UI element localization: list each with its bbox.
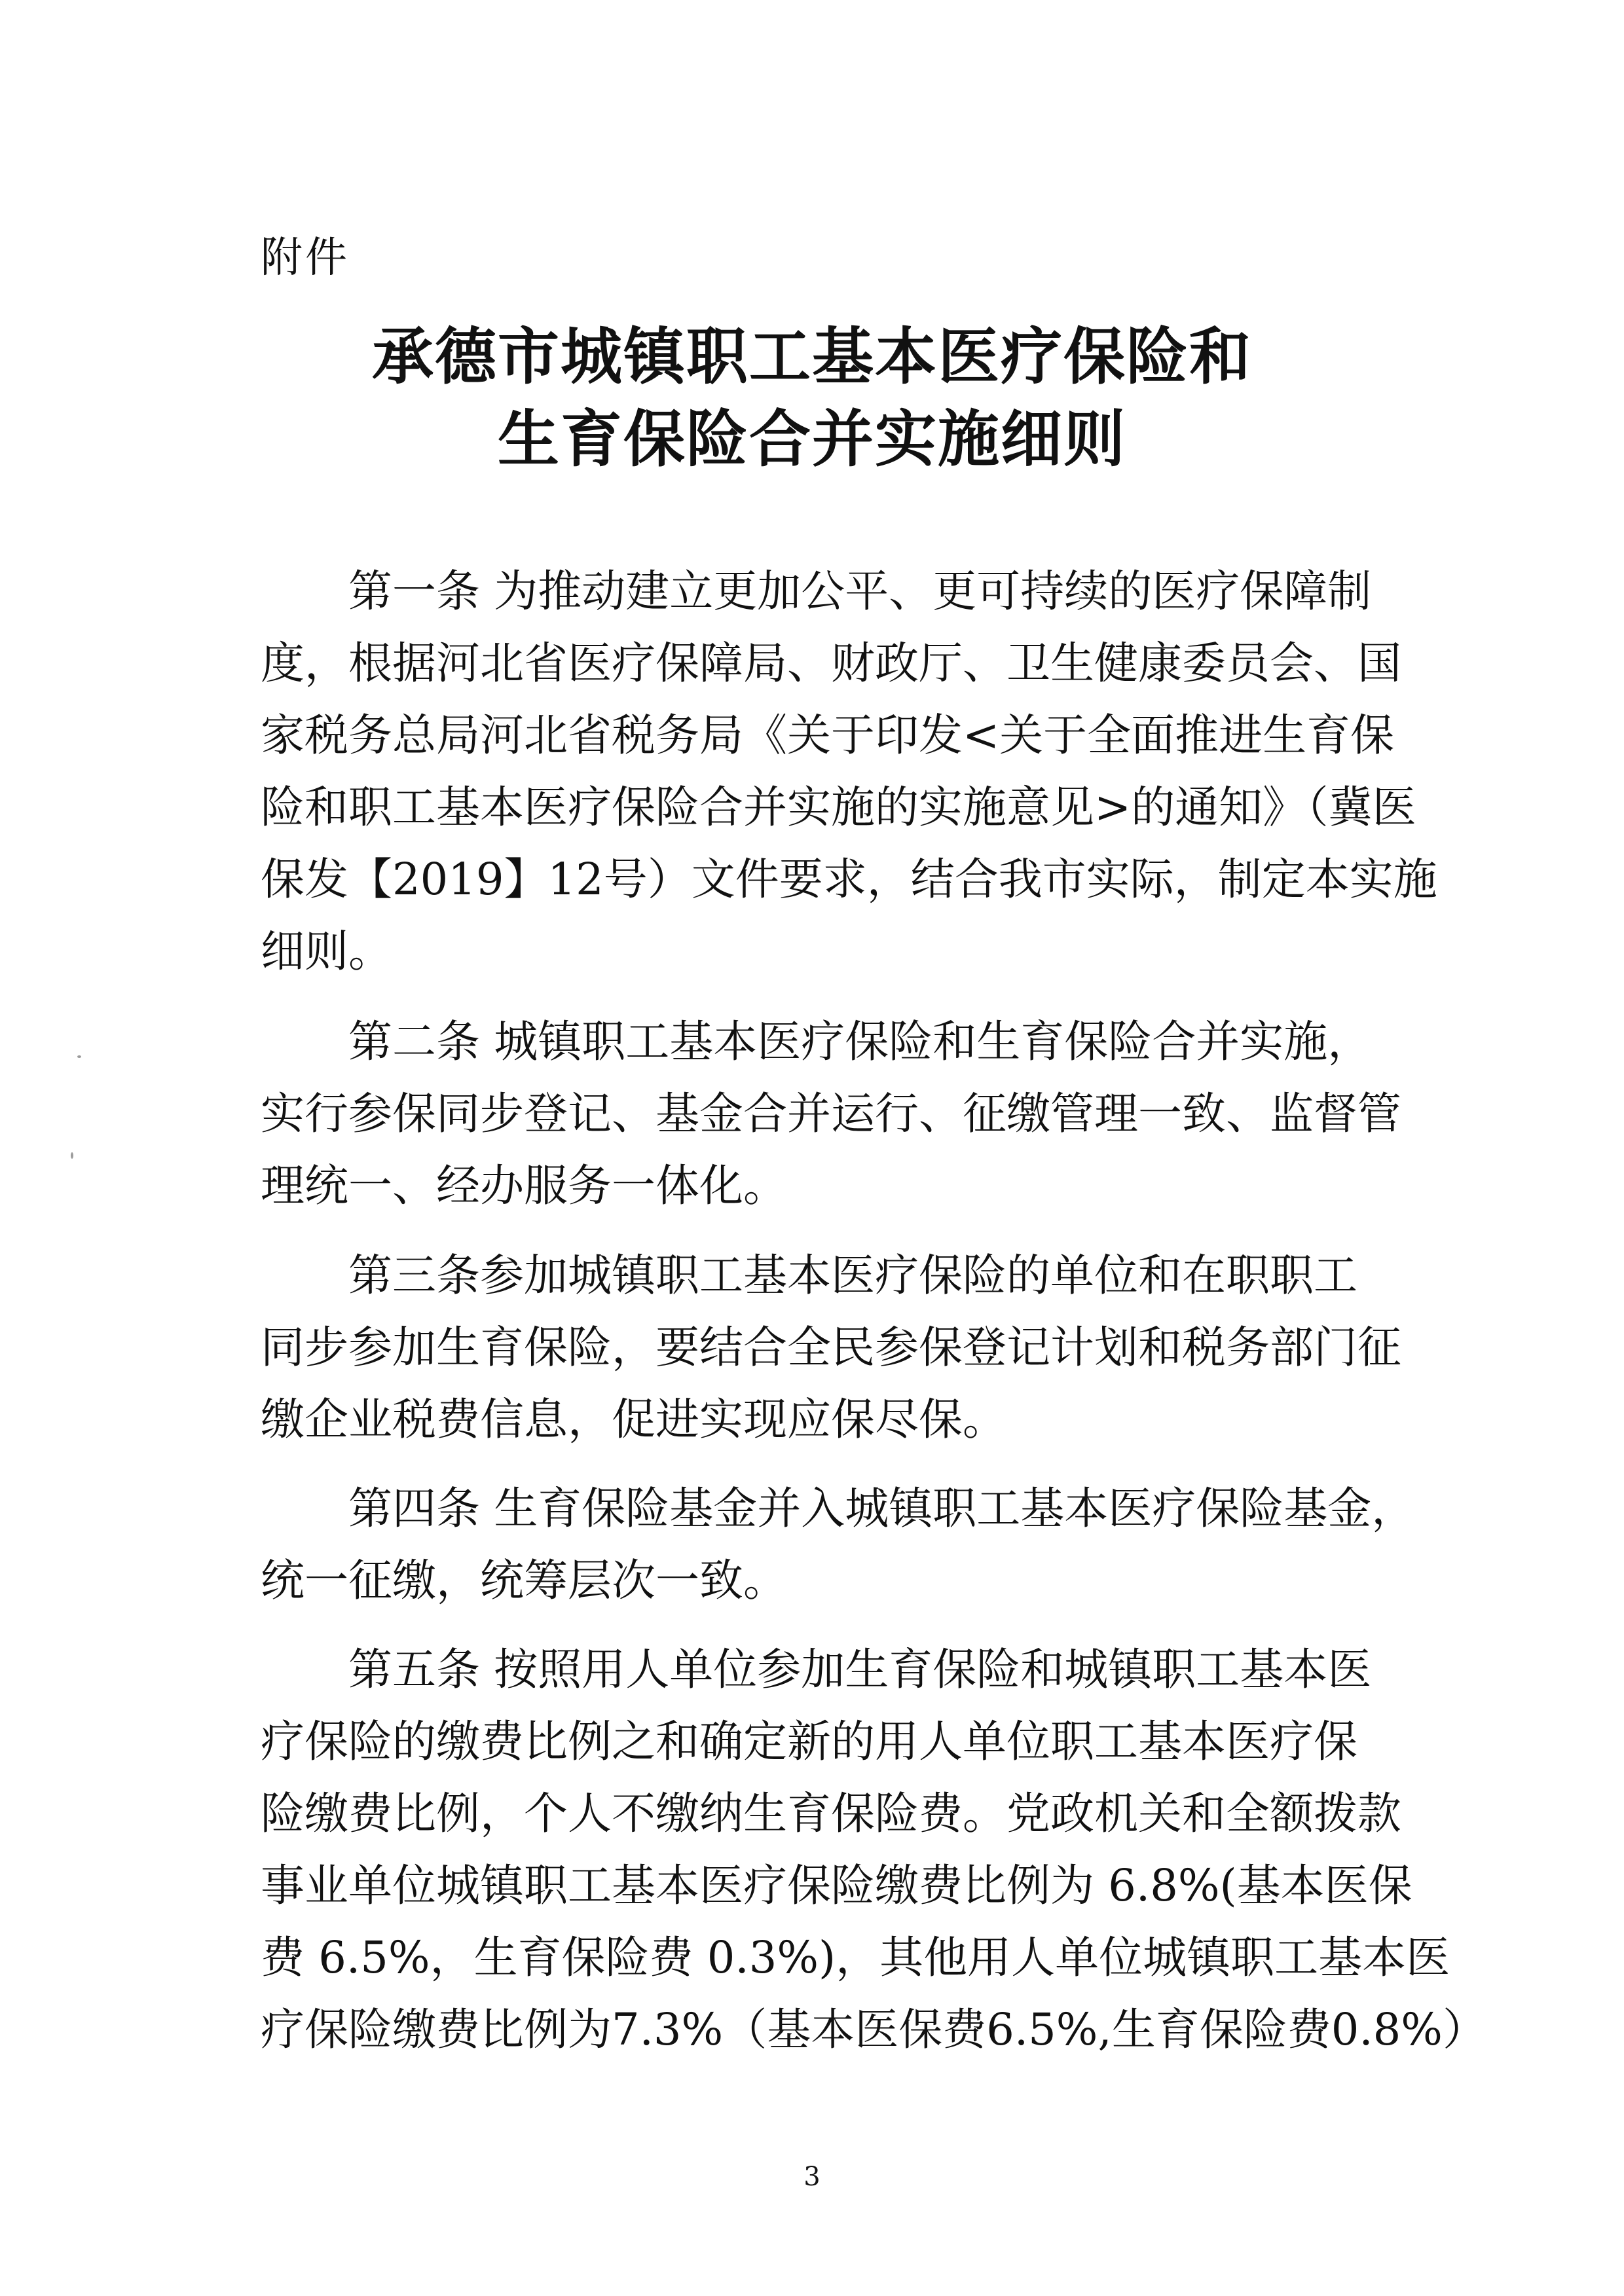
paragraph-line: 保发【2019】12号）文件要求，结合我市实际，制定本实施 — [261, 854, 1437, 905]
paragraph-line: 细则。 — [261, 926, 392, 977]
paragraph-line: 疗保险的缴费比例之和确定新的用人单位职工基本医疗保 — [261, 1716, 1357, 1767]
scan-speck — [71, 1152, 73, 1159]
paragraph-line: 实行参保同步登记、基金合并运行、征缴管理一致、监督管 — [261, 1088, 1401, 1139]
attachment-label: 附件 — [261, 234, 350, 282]
paragraph-line: 事业单位城镇职工基本医疗保险缴费比例为 6.8%(基本医保 — [261, 1860, 1412, 1911]
paragraph-line: 第四条 生育保险基金并入城镇职工基本医疗保险基金， — [348, 1483, 1416, 1534]
paragraph-line: 家税务总局河北省税务局《关于印发<关于全面推进生育保 — [261, 710, 1395, 761]
paragraph-line: 费 6.5%，生育保险费 0.3%)，其他用人单位城镇职工基本医 — [261, 1932, 1450, 1983]
paragraph-line: 险和职工基本医疗保险合并实施的实施意见>的通知》（冀医 — [261, 782, 1416, 833]
document-title-line-1: 承德市城镇职工基本医疗保险和 — [371, 321, 1252, 393]
paragraph-line: 度，根据河北省医疗保障局、财政厅、卫生健康委员会、国 — [261, 638, 1401, 689]
paragraph-line: 险缴费比例，个人不缴纳生育保险费。党政机关和全额拨款 — [261, 1788, 1401, 1839]
paragraph-line: 第二条 城镇职工基本医疗保险和生育保险合并实施， — [348, 1016, 1372, 1067]
paragraph-line: 第五条 按照用人单位参加生育保险和城镇职工基本医 — [348, 1644, 1372, 1695]
paragraph-line: 缴企业税费信息，促进实现应保尽保。 — [261, 1394, 1006, 1445]
page-number: 3 — [803, 2162, 821, 2192]
paragraph-line: 第三条参加城镇职工基本医疗保险的单位和在职职工 — [348, 1250, 1357, 1301]
paragraph-line: 同步参加生育保险，要结合全民参保登记计划和税务部门征 — [261, 1322, 1401, 1373]
paragraph-line: 统一征缴，统筹层次一致。 — [261, 1555, 787, 1606]
paragraph-line: 疗保险缴费比例为7.3%（基本医保费6.5%,生育保险费0.8%） — [261, 2004, 1486, 2055]
paragraph-line: 第一条 为推动建立更加公平、更可持续的医疗保障制 — [348, 566, 1372, 617]
paragraph-line: 理统一、经办服务一体化。 — [261, 1160, 787, 1211]
scan-speck — [77, 1055, 81, 1058]
document-title-line-2: 生育保险合并实施细则 — [497, 403, 1126, 475]
